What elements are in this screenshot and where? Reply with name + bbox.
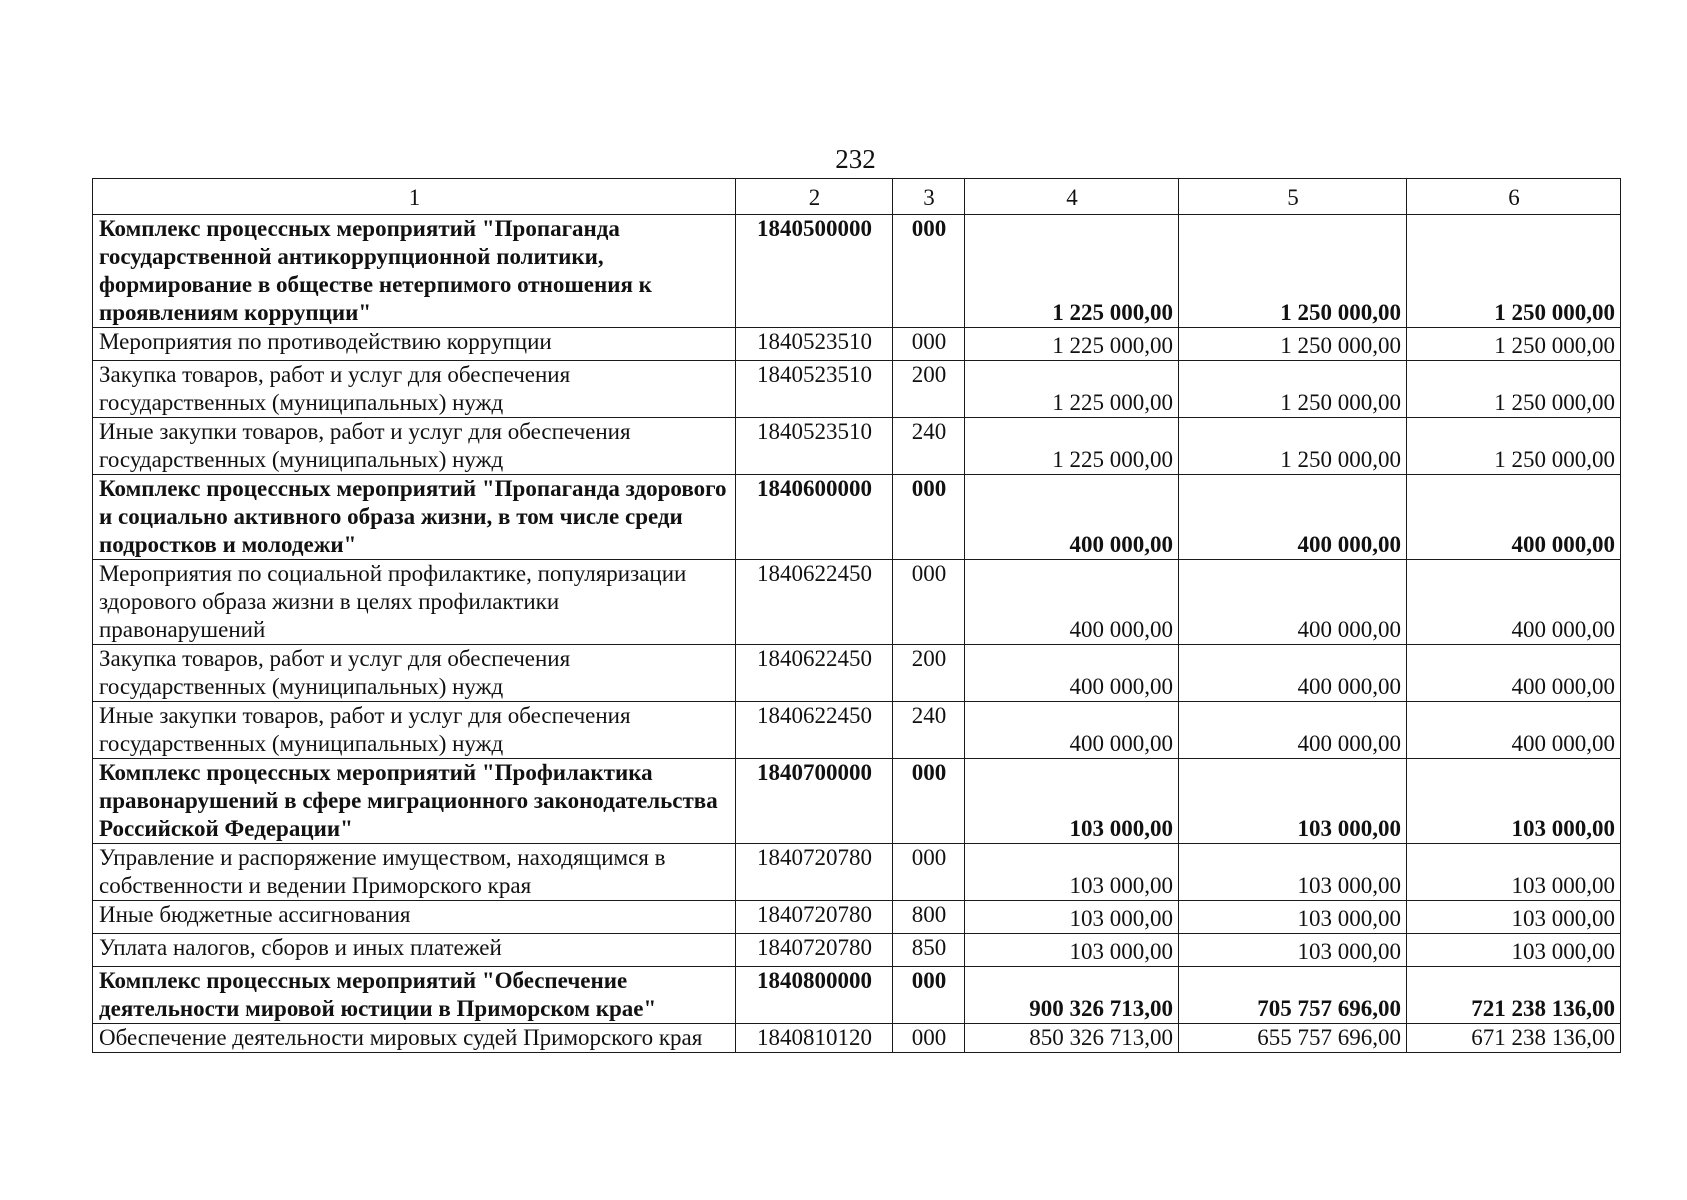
row-amount-4: 400 000,00 <box>965 475 1179 560</box>
row-amount-5: 1 250 000,00 <box>1179 361 1407 418</box>
row-code: 1840720780 <box>736 934 893 967</box>
row-code: 1840523510 <box>736 418 893 475</box>
row-amount-4: 1 225 000,00 <box>965 328 1179 361</box>
row-amount-6: 400 000,00 <box>1407 475 1621 560</box>
row-amount-4: 850 326 713,00 <box>965 1024 1179 1053</box>
row-amount-6: 671 238 136,00 <box>1407 1024 1621 1053</box>
row-amount-5: 655 757 696,00 <box>1179 1024 1407 1053</box>
row-amount-6: 721 238 136,00 <box>1407 967 1621 1024</box>
table-row <box>93 934 1621 967</box>
row-code: 1840523510 <box>736 328 893 361</box>
row-amount-4: 400 000,00 <box>965 560 1179 645</box>
row-amount-6: 1 250 000,00 <box>1407 328 1621 361</box>
table-row <box>93 1024 1621 1053</box>
row-type: 200 <box>893 361 965 418</box>
row-type: 240 <box>893 702 965 759</box>
row-amount-6: 400 000,00 <box>1407 645 1621 702</box>
page-number: 232 <box>835 144 876 174</box>
row-name: Закупка товаров, работ и услуг для обеспечения государственных (муниципальных) нужд <box>93 645 736 702</box>
row-code: 1840622450 <box>736 702 893 759</box>
table-row <box>93 361 1621 418</box>
column-header: 4 <box>965 179 1179 215</box>
row-amount-5: 1 250 000,00 <box>1179 215 1407 328</box>
row-name: Уплата налогов, сборов и иных платежей <box>93 934 736 967</box>
row-type: 000 <box>893 560 965 645</box>
row-amount-5: 400 000,00 <box>1179 475 1407 560</box>
row-name: Иные закупки товаров, работ и услуг для обеспечения государственных (муниципальных) нужд <box>93 702 736 759</box>
row-amount-5: 103 000,00 <box>1179 934 1407 967</box>
row-amount-5: 400 000,00 <box>1179 560 1407 645</box>
row-amount-5: 400 000,00 <box>1179 645 1407 702</box>
row-amount-6: 400 000,00 <box>1407 560 1621 645</box>
row-amount-5: 103 000,00 <box>1179 759 1407 844</box>
row-amount-6: 103 000,00 <box>1407 759 1621 844</box>
column-header: 2 <box>736 179 893 215</box>
row-amount-6: 103 000,00 <box>1407 844 1621 901</box>
table-row <box>93 645 1621 702</box>
column-header: 5 <box>1179 179 1407 215</box>
row-type: 000 <box>893 844 965 901</box>
row-code: 1840622450 <box>736 645 893 702</box>
row-amount-5: 705 757 696,00 <box>1179 967 1407 1024</box>
row-name: Комплекс процессных мероприятий "Пропаганда здорового и социально активного образа жизни, в том числе среди подростков и молодежи" <box>93 475 736 560</box>
table-row <box>93 844 1621 901</box>
row-amount-5: 400 000,00 <box>1179 702 1407 759</box>
row-amount-5: 103 000,00 <box>1179 901 1407 934</box>
row-type: 240 <box>893 418 965 475</box>
table-row <box>93 560 1621 645</box>
row-name: Иные закупки товаров, работ и услуг для обеспечения государственных (муниципальных) нужд <box>93 418 736 475</box>
row-amount-5: 1 250 000,00 <box>1179 328 1407 361</box>
row-amount-4: 103 000,00 <box>965 934 1179 967</box>
row-code: 1840622450 <box>736 560 893 645</box>
row-amount-6: 1 250 000,00 <box>1407 418 1621 475</box>
row-type: 000 <box>893 475 965 560</box>
row-name: Управление и распоряжение имуществом, находящимся в собственности и ведении Приморского края <box>93 844 736 901</box>
row-amount-4: 400 000,00 <box>965 702 1179 759</box>
row-amount-6: 103 000,00 <box>1407 934 1621 967</box>
table-row <box>93 418 1621 475</box>
column-header: 3 <box>893 179 965 215</box>
row-code: 1840500000 <box>736 215 893 328</box>
row-amount-4: 1 225 000,00 <box>965 215 1179 328</box>
row-name: Комплекс процессных мероприятий "Пропаганда государственной антикоррупционной политики, формирование в обществе нетерпимого отношения к проявлениям коррупции" <box>93 215 736 328</box>
row-type: 000 <box>893 967 965 1024</box>
row-code: 1840800000 <box>736 967 893 1024</box>
row-amount-4: 400 000,00 <box>965 645 1179 702</box>
row-type: 000 <box>893 215 965 328</box>
table-row <box>93 702 1621 759</box>
row-type: 000 <box>893 759 965 844</box>
row-amount-4: 1 225 000,00 <box>965 418 1179 475</box>
table-row <box>93 901 1621 934</box>
column-header: 1 <box>93 179 736 215</box>
row-type: 000 <box>893 1024 965 1053</box>
row-name: Комплекс процессных мероприятий "Обеспечение деятельности мировой юстиции в Приморском крае" <box>93 967 736 1024</box>
row-amount-4: 1 225 000,00 <box>965 361 1179 418</box>
row-type: 850 <box>893 934 965 967</box>
row-amount-6: 400 000,00 <box>1407 702 1621 759</box>
row-type: 200 <box>893 645 965 702</box>
row-amount-4: 103 000,00 <box>965 901 1179 934</box>
row-type: 000 <box>893 328 965 361</box>
row-amount-4: 103 000,00 <box>965 759 1179 844</box>
row-code: 1840523510 <box>736 361 893 418</box>
row-name: Мероприятия по социальной профилактике, популяризации здорового образа жизни в целях профилактики правонарушений <box>93 560 736 645</box>
row-code: 1840720780 <box>736 844 893 901</box>
row-amount-6: 103 000,00 <box>1407 901 1621 934</box>
row-name: Иные бюджетные ассигнования <box>93 901 736 934</box>
table-row <box>93 328 1621 361</box>
row-name: Обеспечение деятельности мировых судей Приморского края <box>93 1024 736 1053</box>
row-type: 800 <box>893 901 965 934</box>
row-name: Мероприятия по противодействию коррупции <box>93 328 736 361</box>
row-code: 1840810120 <box>736 1024 893 1053</box>
budget-table <box>92 178 1621 1053</box>
row-amount-5: 103 000,00 <box>1179 844 1407 901</box>
row-amount-6: 1 250 000,00 <box>1407 361 1621 418</box>
row-code: 1840720780 <box>736 901 893 934</box>
row-code: 1840600000 <box>736 475 893 560</box>
row-amount-5: 1 250 000,00 <box>1179 418 1407 475</box>
table-row <box>93 215 1621 328</box>
row-name: Комплекс процессных мероприятий "Профилактика правонарушений в сфере миграционного законодательства Российской Федерации" <box>93 759 736 844</box>
row-amount-4: 103 000,00 <box>965 844 1179 901</box>
table-row <box>93 759 1621 844</box>
row-amount-4: 900 326 713,00 <box>965 967 1179 1024</box>
table-header-row <box>93 179 1621 215</box>
table-row <box>93 475 1621 560</box>
row-amount-6: 1 250 000,00 <box>1407 215 1621 328</box>
row-code: 1840700000 <box>736 759 893 844</box>
table-row <box>93 967 1621 1024</box>
column-header: 6 <box>1407 179 1621 215</box>
row-name: Закупка товаров, работ и услуг для обеспечения государственных (муниципальных) нужд <box>93 361 736 418</box>
